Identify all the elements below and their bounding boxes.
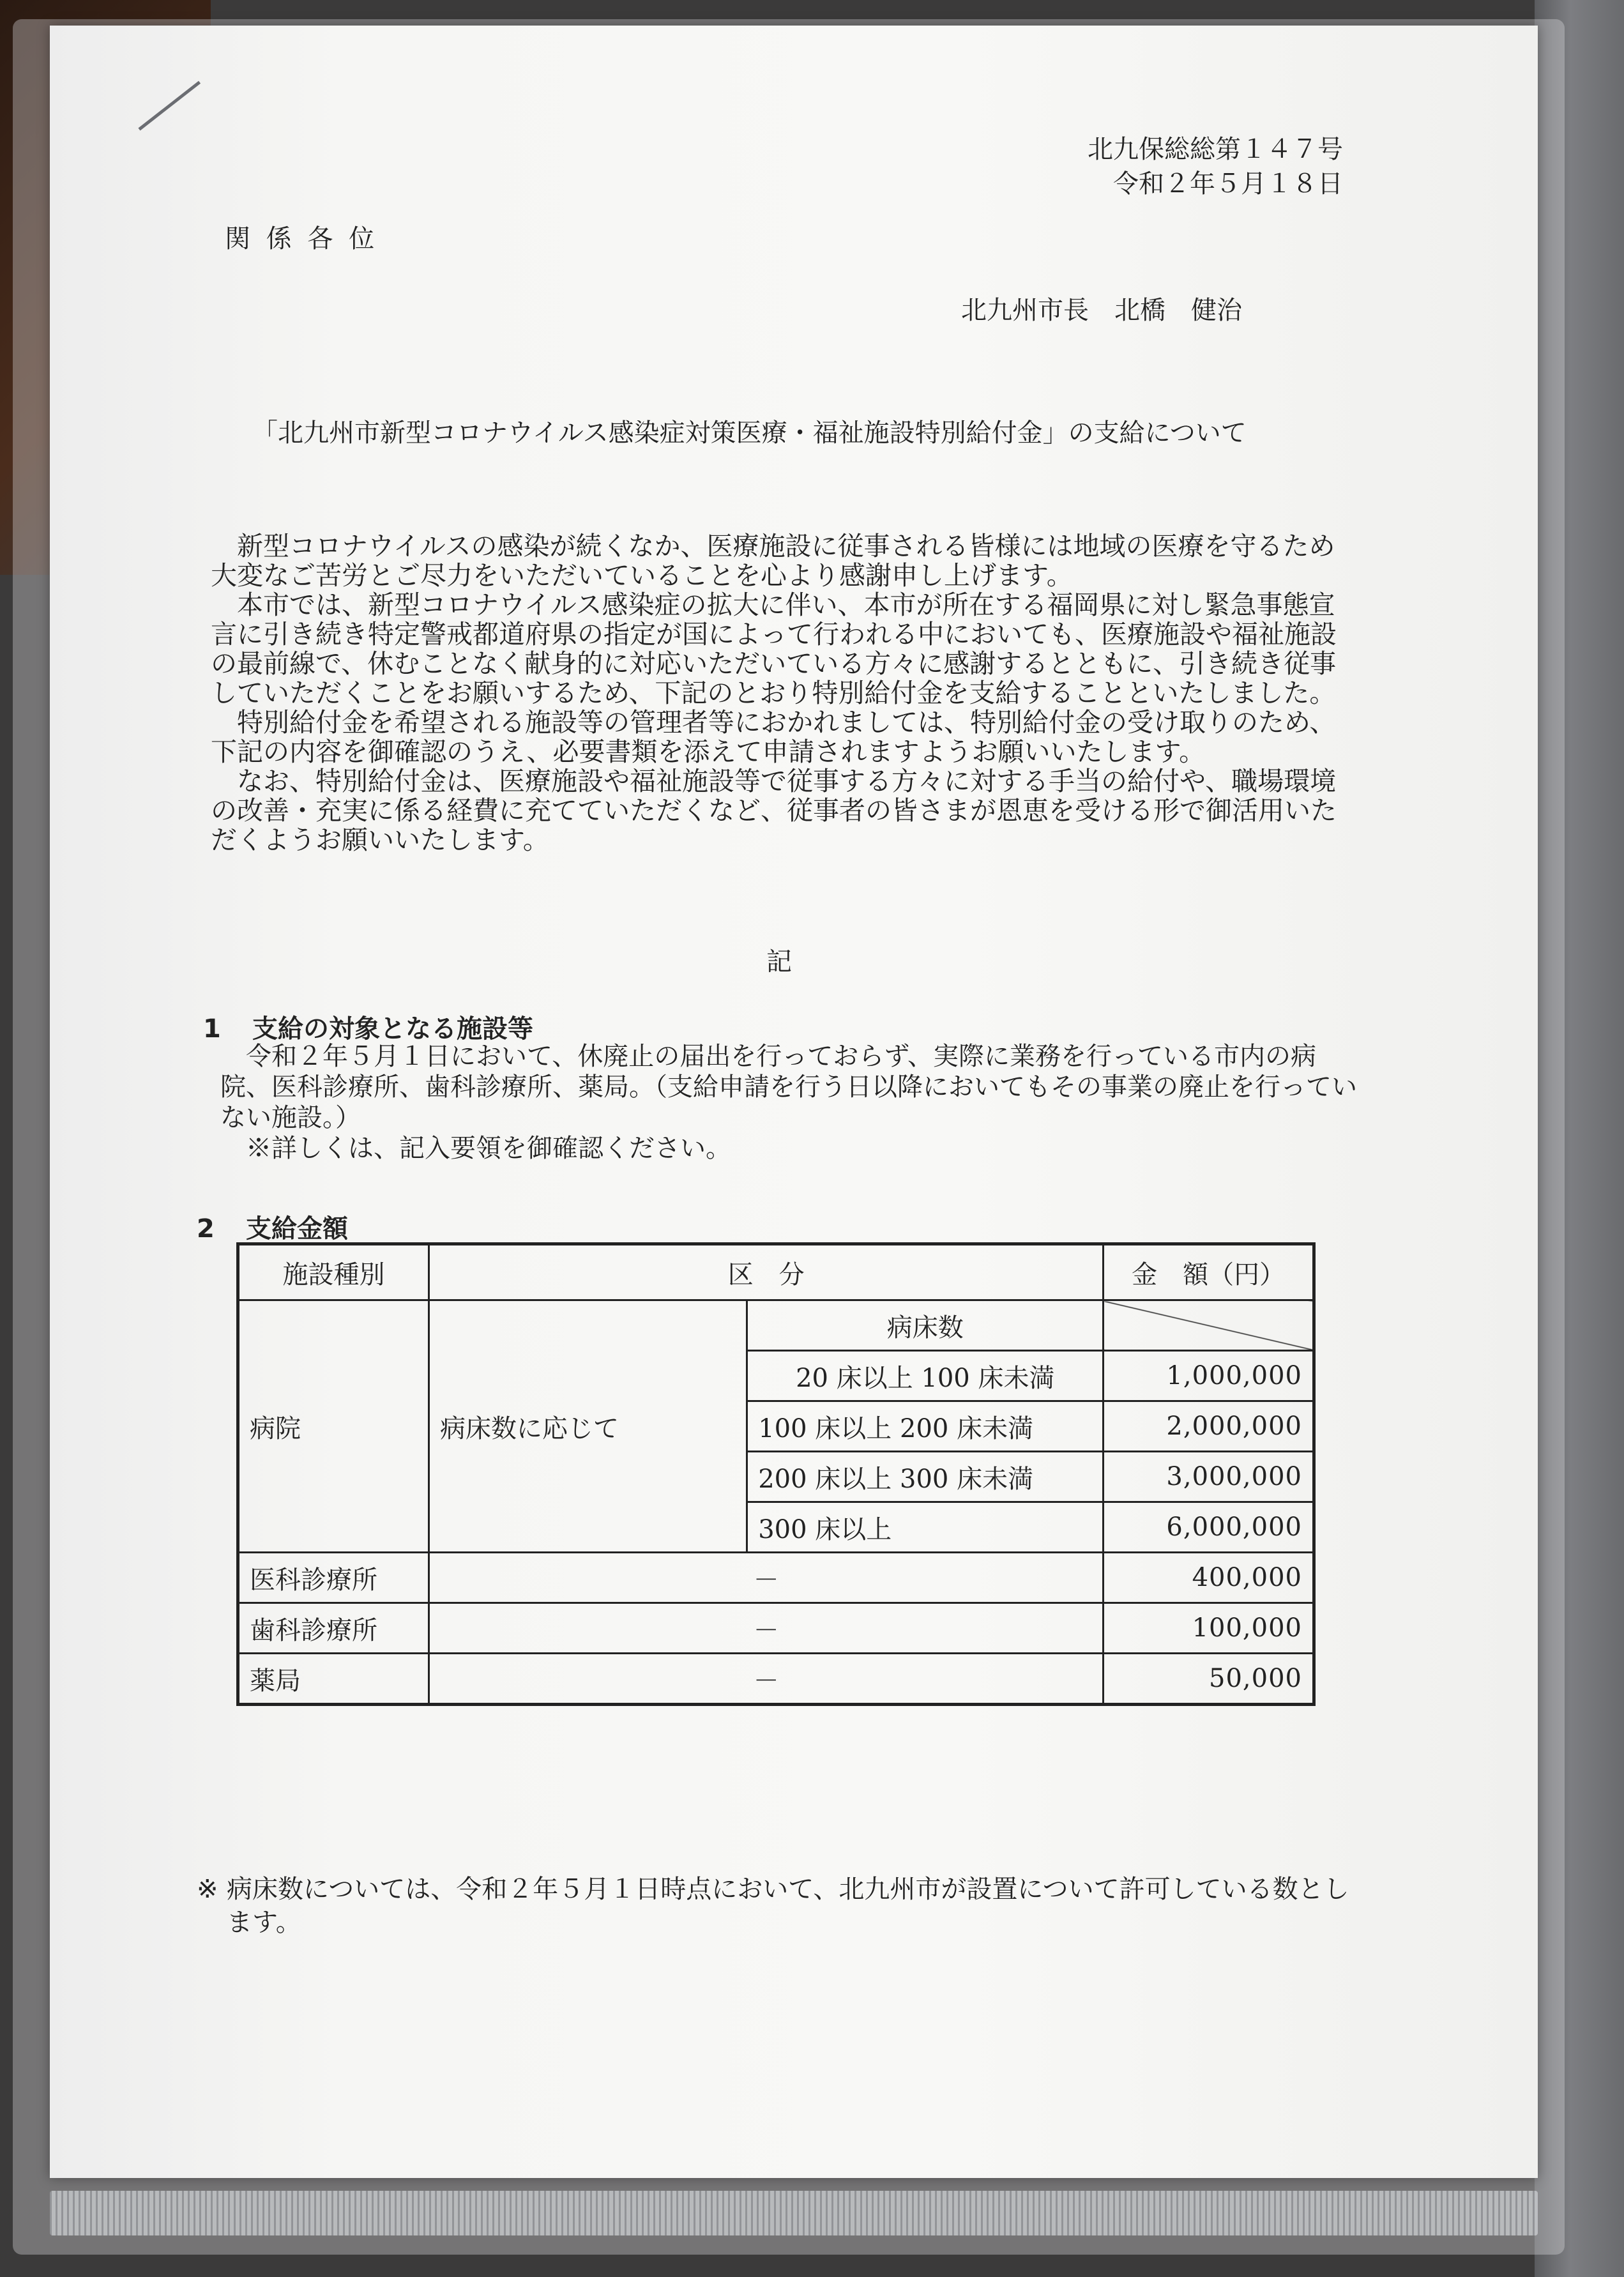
amount-value: 3,000,000 [1104, 1452, 1314, 1502]
table-row [238, 1553, 1314, 1603]
diagonal-cell [1104, 1300, 1314, 1351]
amount-value: 6,000,000 [1104, 1502, 1314, 1553]
category-dash: － [429, 1603, 1104, 1654]
category-dash: － [429, 1553, 1104, 1603]
facility-name: 薬局 [238, 1654, 429, 1705]
hospital-category: 病床数に応じて [429, 1300, 747, 1553]
facility-name: 医科診療所 [238, 1553, 429, 1603]
ki-label: 記 [766, 947, 792, 977]
beds-range: 100 床以上 200 床未満 [747, 1401, 1104, 1452]
section1-number: 1 [203, 1014, 221, 1044]
amounts-table [236, 1242, 1316, 1706]
header-amount: 金 額（円） [1104, 1244, 1314, 1300]
footnote-mark: ※ [197, 1875, 218, 1904]
paragraph-3: 特別給付金を希望される施設等の管理者等におかれましては、特別給付金の受け取りのため、下記の内容を御確認のうえ、必要書類を添えて申請されますようお願いいたします。 [211, 707, 1336, 767]
table-header-row [238, 1244, 1314, 1300]
section1-body [220, 1041, 1367, 1164]
facility-name: 歯科診療所 [238, 1603, 429, 1654]
body-paragraphs [211, 531, 1360, 855]
paragraph-1: 新型コロナウイルスの感染が続くなか、医療施設に従事される皆様には地域の医療を守るため大変なご苦労とご尽力をいただいていることを心より感謝申し上げます。 [211, 531, 1335, 591]
section2-number: 2 [197, 1214, 215, 1244]
addressee: 関 係 各 位 [225, 224, 379, 254]
table-row [238, 1654, 1314, 1705]
header-category: 区 分 [429, 1244, 1104, 1300]
beds-range: 300 床以上 [747, 1502, 1104, 1553]
category-dash: － [429, 1654, 1104, 1705]
beds-range: 20 床以上 100 床未満 [747, 1351, 1104, 1401]
beds-header: 病床数 [747, 1300, 1104, 1351]
footnote: 病床数については、令和２年５月１日時点において、北九州市が設置について許可している数とします。 [227, 1875, 1349, 1937]
amount-value: 400,000 [1104, 1553, 1314, 1603]
amount-value: 100,000 [1104, 1603, 1314, 1654]
header-facility: 施設種別 [238, 1244, 429, 1300]
sender: 北九州市長 北橋 健治 [961, 296, 1242, 325]
amount-value: 50,000 [1104, 1654, 1314, 1705]
paragraph-4: なお、特別給付金は、医療施設や福祉施設等で従事する方々に対する手当の給付や、職場環境の改善・充実に係る経費に充てていただくなど、従事者の皆さまが恩恵を受ける形で御活用いただくようお願いいたします。 [211, 766, 1337, 855]
section1-heading: 支給の対象となる施設等 [252, 1014, 533, 1044]
document-title: 「北九州市新型コロナウイルス感染症対策医療・福祉施設特別給付金」の支給について [252, 418, 1247, 448]
sleeve-edge-strip [50, 2191, 1538, 2235]
section1-text: 令和２年５月１日において、休廃止の届出を行っておらず、実際に業務を行っている市内の病院、医科診療所、歯科診療所、薬局。（支給申請を行う日以降においてもその事業の廃止を行っていない施設。） [220, 1042, 1357, 1132]
paragraph-2: 本市では、新型コロナウイルス感染症の拡大に伴い、本市が所在する福岡県に対し緊急事態宣言に引き続き特定警戒都道府県の指定が国によって行われる中においても、医療施設や福祉施設の最前線で、休むことなく献身的に対応いただいている方々に感謝するとともに、引き続き従事していただくことをお願いするため、下記のとおり特別給付金を支給することといたしました。 [211, 590, 1337, 708]
pen-mark [138, 81, 201, 131]
doc-date: 令和２年５月１８日 [1113, 169, 1343, 199]
doc-number: 北九保総総第１４７号 [1088, 135, 1343, 164]
hospital-facility: 病院 [238, 1300, 429, 1553]
amount-value: 2,000,000 [1104, 1401, 1314, 1452]
amount-value: 1,000,000 [1104, 1351, 1314, 1401]
section2-heading: 支給金額 [246, 1214, 348, 1244]
beds-range: 200 床以上 300 床未満 [747, 1452, 1104, 1502]
table-row [238, 1300, 1314, 1351]
table-row [238, 1603, 1314, 1654]
section1-note: ※詳しくは、記入要領を御確認ください。 [246, 1134, 731, 1163]
